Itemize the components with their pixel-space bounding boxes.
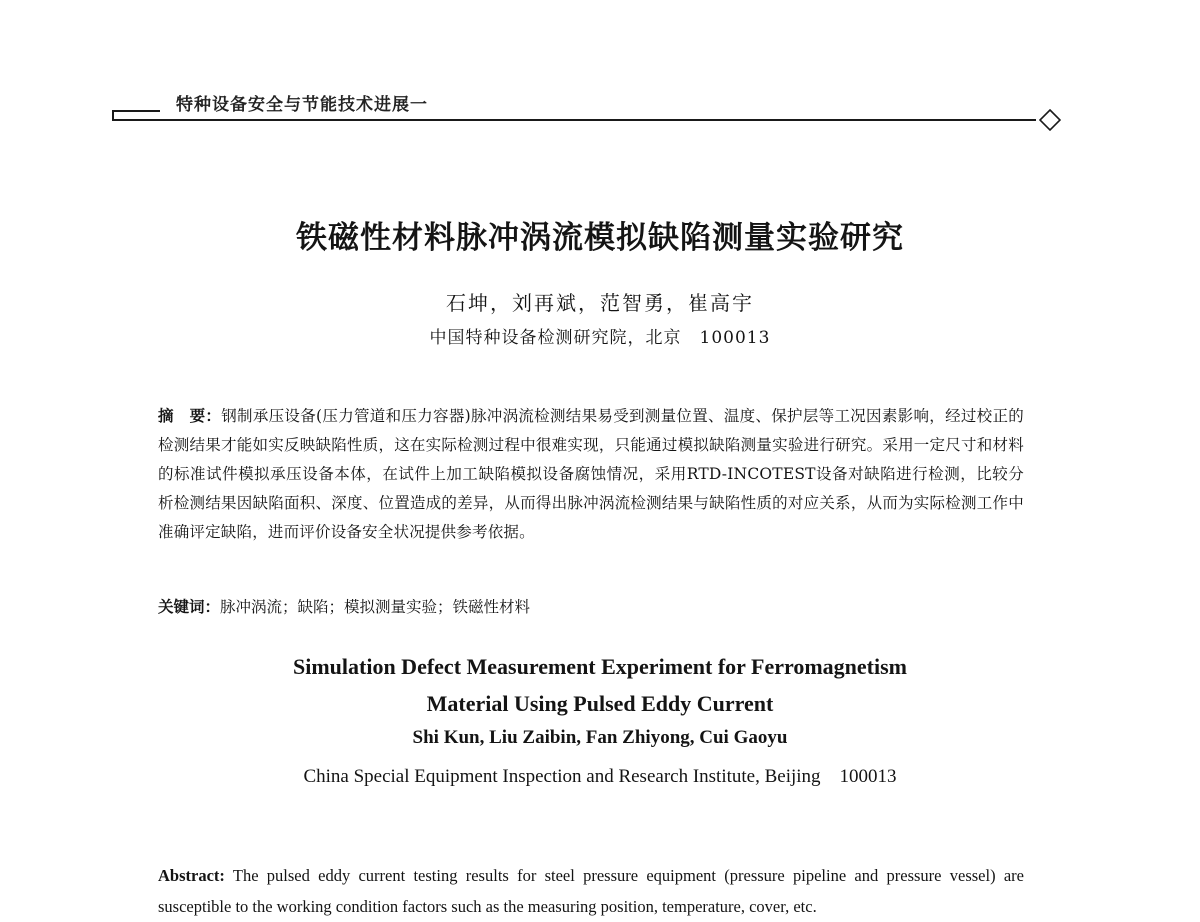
header-rule	[112, 119, 1036, 121]
paper-title-en-line1: Simulation Defect Measurement Experiment for Ferromagnetism	[292, 654, 908, 679]
abstract-en	[158, 860, 1024, 922]
diamond-icon	[1039, 109, 1061, 131]
paper-title-cn: 铁磁性材料脉冲涡流模拟缺陷测量实验研究	[296, 220, 904, 256]
keywords-cn-text: 脉冲涡流；缺陷；模拟测量实验；铁磁性材料	[220, 598, 531, 616]
affiliation-cn: 中国特种设备检测研究院，北京 100013	[429, 328, 771, 348]
running-header	[112, 86, 1070, 136]
journal-title: 特种设备安全与节能技术进展一	[176, 95, 428, 115]
authors-en: Shi Kun, Liu Zaibin, Fan Zhiyong, Cui Gaoyu	[412, 727, 788, 748]
abstract-cn	[158, 402, 1024, 547]
abstract-en-text: The pulsed eddy current testing results for steel pressure equipment (pressure pipeline and pressure vessel) are susceptible to the working condition factors such as the measuring position, temperature, cover, etc.	[158, 866, 1024, 916]
keywords-cn	[158, 594, 1024, 620]
paper-title-en-line2: Material Using Pulsed Eddy Current	[426, 691, 774, 716]
affiliation-en: China Special Equipment Inspection and Research Institute, Beijing 100013	[303, 766, 897, 787]
abstract-cn-text: 钢制承压设备(压力管道和压力容器)脉冲涡流检测结果易受到测量位置、温度、保护层等工况因素影响，经过校正的检测结果才能如实反映缺陷性质，这在实际检测过程中很难实现，只能通过模拟缺陷测量实验进行研究。采用一定尺寸和材料的标准试件模拟承压设备本体，在试件上加工缺陷模拟设备腐蚀情况，采用RTD-INCOTEST设备对缺陷进行检测，比较分析检测结果因缺陷面积、深度、位置造成的差异，从而得出脉冲涡流检测结果与缺陷性质的对应关系，从而为实际检测工作中准确评定缺陷，进而评价设备安全状况提供参考依据。	[158, 407, 1024, 541]
abstract-en-label: Abstract:	[158, 866, 225, 885]
abstract-cn-label: 摘 要：	[158, 407, 222, 425]
keywords-cn-label: 关键词：	[158, 598, 221, 616]
authors-cn: 石坤，刘再斌，范智勇，崔高宇	[446, 291, 754, 315]
paper-title-en	[0, 648, 1200, 722]
